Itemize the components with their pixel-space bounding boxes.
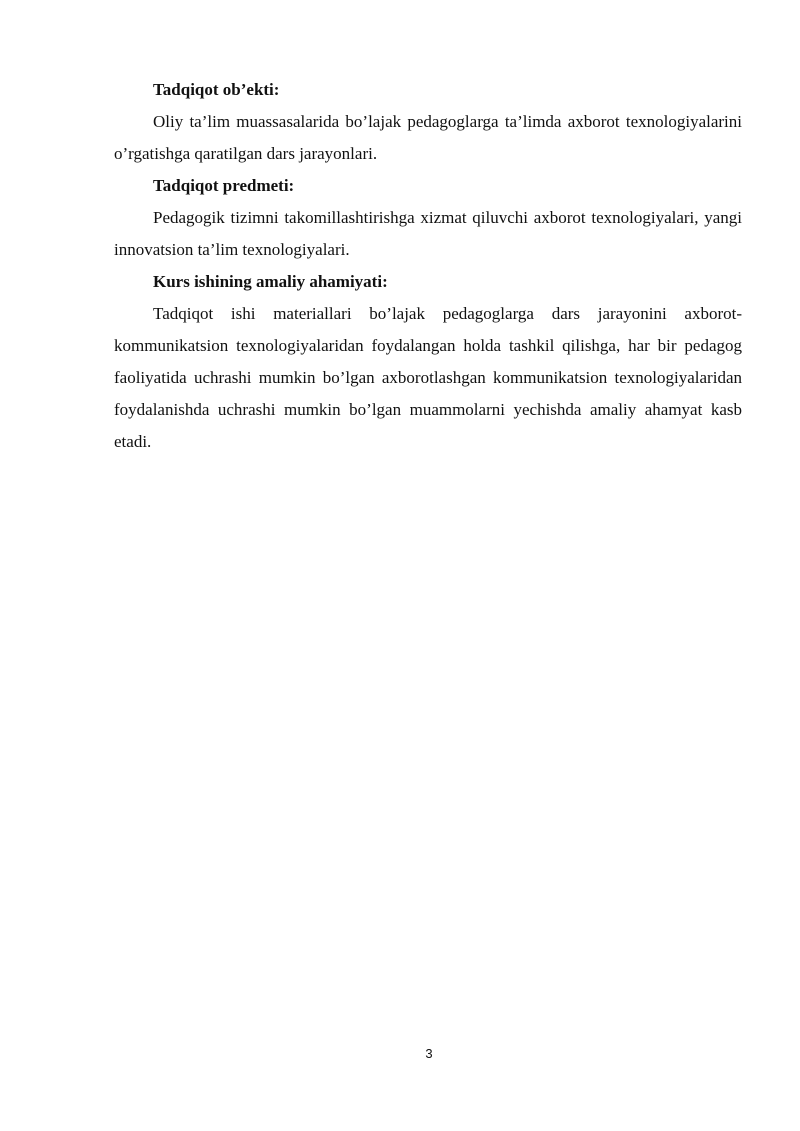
page-number: 3 [425,1046,433,1061]
section-heading-object: Tadqiqot ob’ekti: [153,80,280,99]
section-text-subject: Pedagogik tizimni takomillashtirishga xizmat qiluvchi axborot texnologiyalari, yangi innovatsion ta’lim texnologiyalari. [114,208,742,259]
section-heading-subject: Tadqiqot predmeti: [153,176,295,195]
section-heading-practical-significance: Kurs ishining amaliy ahamiyati: [153,272,388,291]
section-text-object: Oliy ta’lim muassasalarida bo’lajak pedagoglarga ta’limda axborot texnologiyalarini o’rgatishga qaratilgan dars jarayonlari. [114,112,742,163]
page-content [114,74,742,458]
section-text-practical-significance: Tadqiqot ishi materiallari bo’lajak pedagoglarga dars jarayonini axborot-kommunikatsion texnologiyalaridan foydalangan holda tashkil qilishga, har bir pedagog faoliyatida uchrashi mumkin bo’lgan axborotlashgan kommunikatsion texnologiyalaridan foydalanishda uchrashi mumkin bo’lgan muammolarni yechishda amaliy ahamyat kasb etadi. [114,304,742,451]
